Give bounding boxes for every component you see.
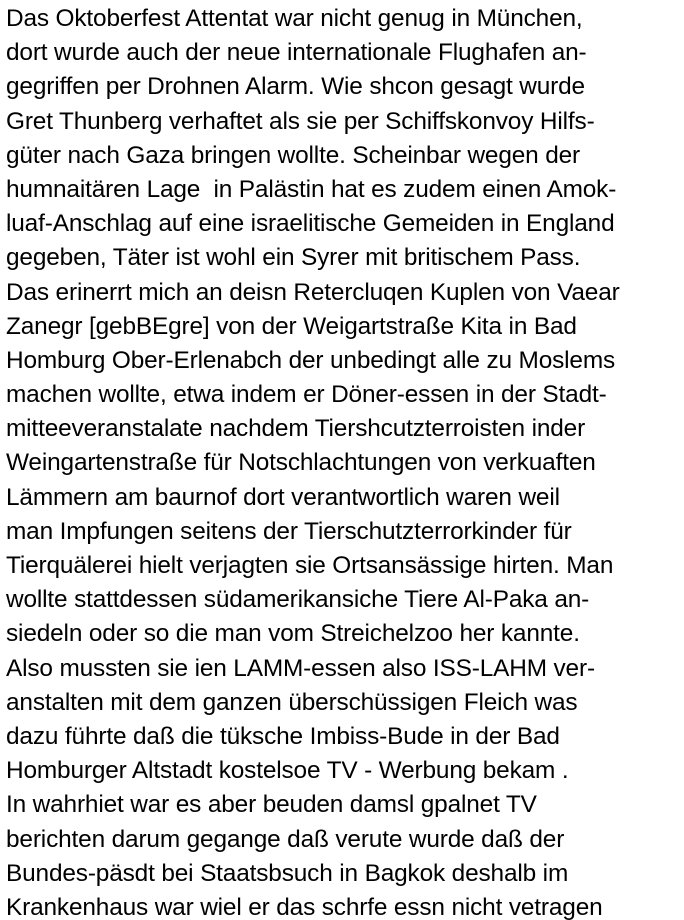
text-line: Lämmern am baurnof dort verantwortlich waren weil — [6, 483, 560, 511]
text-line: Zanegr [gebBEgre] von der Weigartstraße Kita in Bad — [6, 312, 577, 340]
text-line: machen wollte, etwa indem er Döner-essen in der Stadt- — [6, 381, 607, 409]
text-line: In wahrhiet war es aber beuden damsl gpalnet TV — [6, 791, 537, 819]
text-line: humnaitären Lage in Palästin hat es zudem einen Amok- — [6, 175, 617, 203]
text-line: Bundes-päsdt bei Staatsbsuch in Bagkok deshalb im — [6, 859, 569, 887]
text-line: anstalten mit dem ganzen überschüssigen Fleich was — [6, 688, 578, 716]
text-line: Weingartenstraße für Notschlachtungen von verkuaften — [6, 449, 596, 477]
text-line: dort wurde auch der neue internationale Flughafen an- — [6, 39, 587, 67]
text-line: Homburg Ober-Erlenabch der unbedingt alle zu Moslems — [6, 346, 616, 374]
text-line: luaf-Anschlag auf eine israelitische Gemeiden in England — [6, 210, 615, 238]
text-line: Das erinerrt mich an deisn Retercluqen Kuplen von Vaear — [6, 278, 620, 306]
text-line: siedeln oder so die man vom Streichelzoo her kannte. — [6, 620, 580, 648]
text-line: Gret Thunberg verhaftet als sie per Schiffskonvoy Hilfs- — [6, 107, 595, 135]
paragraph — [6, 2, 682, 920]
text-line: Das Oktoberfest Attentat war nicht genug in München, — [6, 5, 583, 32]
text-line: man Impfungen seitens der Tierschutzterrorkinder für — [6, 517, 572, 545]
text-line: dazu führte daß die tüksche Imbiss-Bude in der Bad — [6, 722, 560, 750]
text-line: wollte stattdessen südamerikansiche Tiere Al-Paka an- — [6, 586, 590, 614]
text-line: berichten darum gegange daß verute wurde daß der — [6, 825, 565, 853]
text-line: mitteeveranstalate nachdem Tiershcutzterroisten inder — [6, 415, 586, 443]
text-line: Also mussten sie ien LAMM-essen also ISS-LAHM ver- — [6, 654, 595, 682]
text-line: gegriffen per Drohnen Alarm. Wie shcon gesagt wurde — [6, 73, 585, 101]
text-line: gegeben, Täter ist wohl ein Syrer mit britischem Pass. — [6, 244, 581, 272]
text-line: güter nach Gaza bringen wollte. Scheinbar wegen der — [6, 141, 581, 169]
text-line: Krankenhaus war wiel er das schrfe essn nicht vetragen — [6, 893, 603, 920]
text-line: Tierquälerei hielt verjagten sie Ortsansässige hirten. Man — [6, 552, 614, 579]
text-line: Homburger Altstadt kostelsoe TV - Werbung bekam . — [6, 757, 569, 785]
